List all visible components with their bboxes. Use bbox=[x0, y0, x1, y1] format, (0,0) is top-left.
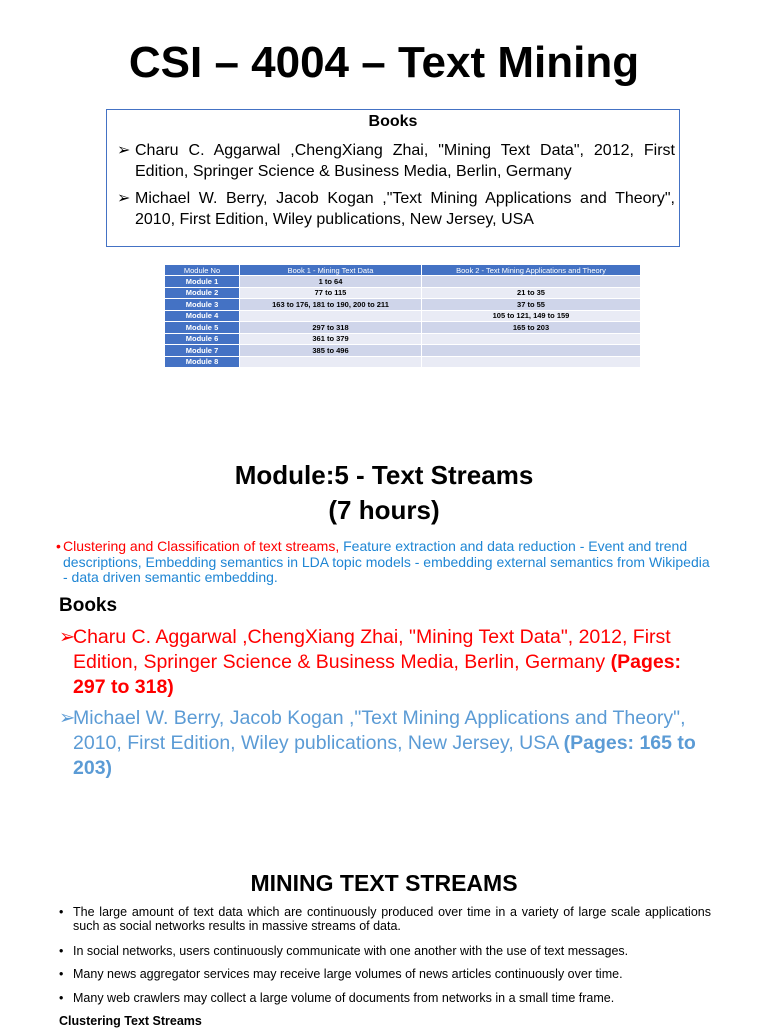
bullet-icon: • bbox=[59, 991, 64, 1005]
table-cell: 21 to 35 bbox=[422, 287, 641, 299]
table-cell: 163 to 176, 181 to 190, 200 to 211 bbox=[240, 299, 422, 311]
bullet-icon: • bbox=[56, 538, 61, 554]
list-item-text: The large amount of text data which are continuously produced over time in a variety of large scale applications such as social networks results in massive streams of data. bbox=[73, 905, 711, 933]
reference-item-2 bbox=[59, 706, 709, 781]
table-cell: Module 8 bbox=[165, 356, 240, 368]
table-row bbox=[165, 333, 641, 345]
reference-pages: (Pages: 297 to 318) bbox=[73, 651, 682, 698]
table-header-row bbox=[165, 265, 641, 276]
table-cell bbox=[422, 345, 641, 357]
reference-text: Michael W. Berry, Jacob Kogan ,"Text Mining Applications and Theory", 2010, First Edition, Wiley publications, New Jersey, USA bbox=[73, 707, 686, 754]
list-item-text: Many news aggregator services may receive large volumes of news articles continuously over time. bbox=[73, 967, 623, 981]
table-row bbox=[165, 287, 641, 299]
table-cell bbox=[422, 333, 641, 345]
table-cell: Module 4 bbox=[165, 310, 240, 322]
table-cell bbox=[422, 276, 641, 288]
bullet-icon: • bbox=[59, 905, 64, 919]
topics-red-text: Clustering and Classification of text streams, bbox=[63, 538, 344, 554]
table-cell bbox=[240, 356, 422, 368]
books-heading: Books bbox=[368, 113, 418, 130]
list-item bbox=[59, 905, 711, 933]
table-cell: 297 to 318 bbox=[240, 322, 422, 334]
book-text: Charu C. Aggarwal ,ChengXiang Zhai, "Mining Text Data", 2012, First Edition, Springer Science & Business Media, Berlin, Germany bbox=[135, 142, 675, 180]
table-cell: Module 3 bbox=[165, 299, 240, 311]
module-heading-line1: Module:5 - Text Streams bbox=[234, 460, 534, 490]
books-box bbox=[106, 109, 680, 247]
table-cell: 385 to 496 bbox=[240, 345, 422, 357]
reference-text: Charu C. Aggarwal ,ChengXiang Zhai, "Mining Text Data", 2012, First Edition, Springer Science & Business Media, Berlin, Germany bbox=[73, 626, 671, 673]
table-row bbox=[165, 299, 641, 311]
list-item bbox=[59, 991, 711, 1005]
table-cell bbox=[240, 310, 422, 322]
arrow-bullet-icon: ➢ bbox=[59, 626, 76, 648]
reference-item-1 bbox=[59, 625, 709, 700]
page-title: CSI – 4004 – Text Mining bbox=[128, 38, 640, 87]
table-row bbox=[165, 345, 641, 357]
table-cell: Module 5 bbox=[165, 322, 240, 334]
table-cell: 37 to 55 bbox=[422, 299, 641, 311]
module-topics bbox=[56, 538, 713, 586]
table-row bbox=[165, 356, 641, 368]
table-cell: Module 1 bbox=[165, 276, 240, 288]
table-cell: 1 to 64 bbox=[240, 276, 422, 288]
module-page-table bbox=[164, 264, 641, 368]
bullet-icon: • bbox=[59, 967, 64, 981]
table-cell: 105 to 121, 149 to 159 bbox=[422, 310, 641, 322]
list-item-text: Many web crawlers may collect a large volume of documents from networks in a small time frame. bbox=[73, 991, 615, 1005]
table-row bbox=[165, 322, 641, 334]
list-item-text: In social networks, users continuously communicate with one another with the use of text messages. bbox=[73, 944, 629, 958]
list-item bbox=[59, 944, 711, 958]
bullet-icon: • bbox=[59, 944, 64, 958]
module-heading bbox=[0, 458, 768, 528]
topics-blue-text: Feature extraction and data reduction - Event and trend descriptions, Embedding semantics in LDA topic models - embedding external semantics from Wikipedia - data driven semantic embedding. bbox=[63, 538, 710, 585]
module-heading-line2: (7 hours) bbox=[328, 495, 440, 525]
table-header: Book 1 - Mining Text Data bbox=[240, 265, 422, 276]
table-cell: 361 to 379 bbox=[240, 333, 422, 345]
table-cell bbox=[422, 356, 641, 368]
subsection-heading: Clustering Text Streams bbox=[59, 1014, 202, 1028]
reference-pages: (Pages: 165 to 203) bbox=[73, 732, 696, 779]
arrow-bullet-icon: ➢ bbox=[117, 190, 131, 207]
section-title: MINING TEXT STREAMS bbox=[250, 870, 518, 896]
arrow-bullet-icon: ➢ bbox=[117, 142, 131, 159]
table-cell: 77 to 115 bbox=[240, 287, 422, 299]
table-header: Module No bbox=[165, 265, 240, 276]
table-cell: Module 6 bbox=[165, 333, 240, 345]
table-row bbox=[165, 276, 641, 288]
table-cell: 165 to 203 bbox=[422, 322, 641, 334]
table-row bbox=[165, 310, 641, 322]
table-cell: Module 2 bbox=[165, 287, 240, 299]
book-item-1 bbox=[117, 140, 675, 182]
books-heading: Books bbox=[59, 595, 118, 616]
table-cell: Module 7 bbox=[165, 345, 240, 357]
book-text: Michael W. Berry, Jacob Kogan ,"Text Mining Applications and Theory", 2010, First Edition, Wiley publications, New Jersey, USA bbox=[135, 190, 675, 228]
book-item-2 bbox=[117, 188, 675, 230]
table-header: Book 2 - Text Mining Applications and Theory bbox=[422, 265, 641, 276]
list-item bbox=[59, 967, 711, 981]
arrow-bullet-icon: ➢ bbox=[59, 707, 76, 729]
